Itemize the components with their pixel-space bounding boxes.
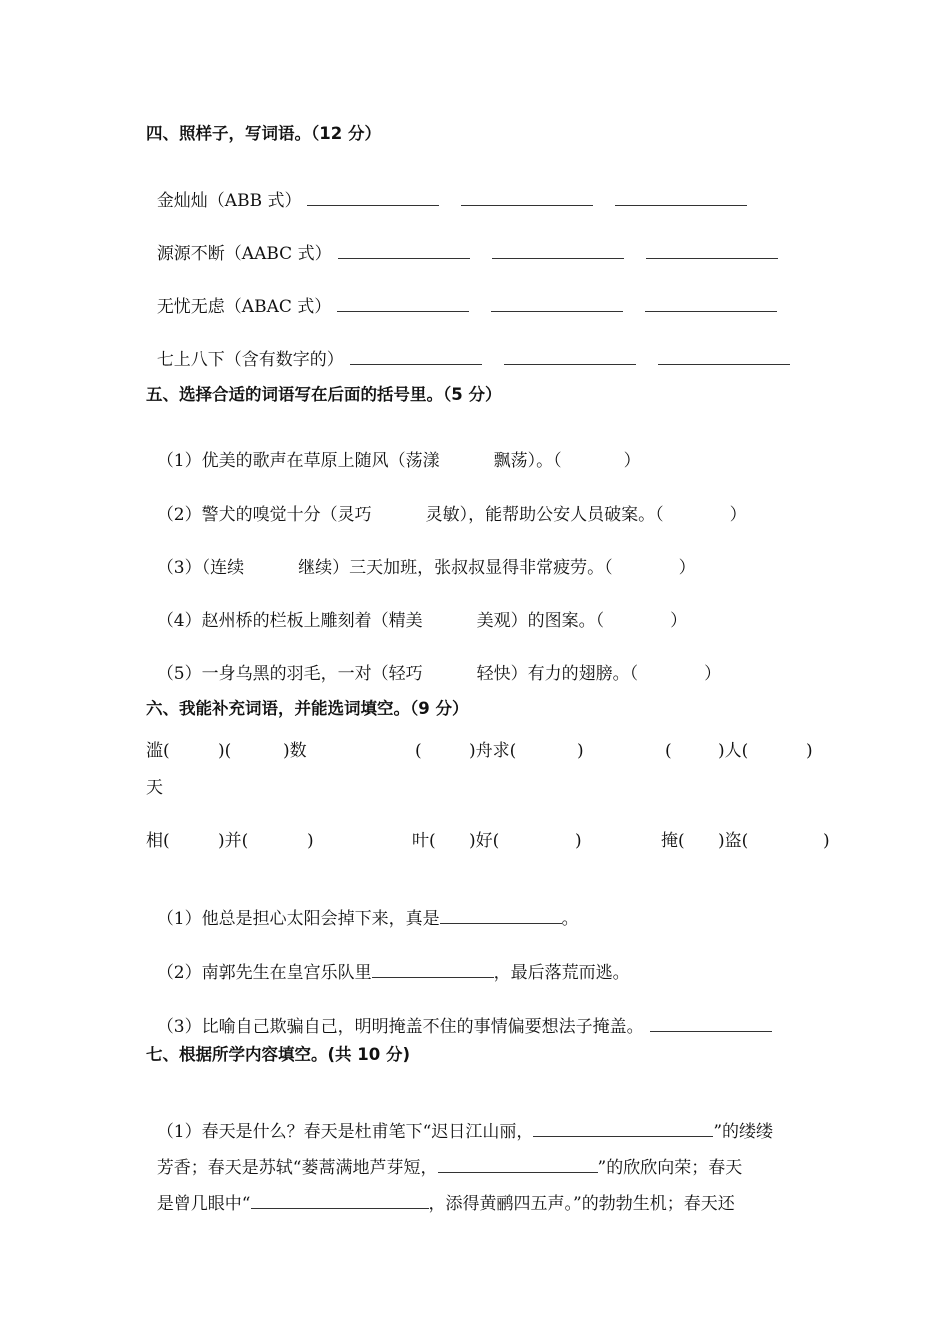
question-text: （1）他总是担心太阳会掉下来，真是 <box>156 909 440 929</box>
s5-item-close: ） <box>670 611 688 631</box>
answer-blank[interactable] <box>372 961 494 978</box>
section-4-heading: 四、照样子，写词语。（12 分） <box>146 124 381 143</box>
idiom-part: )舟求( <box>469 741 517 761</box>
s5-item-text: （5）一身乌黑的羽毛，一对（轻巧 <box>156 664 423 684</box>
question-text: ，添得黄鹂四五声。”的勃勃生机；春天还 <box>428 1194 735 1214</box>
s5-item-close: ） <box>704 664 722 684</box>
question-text: ”的欣欣向荣；春天 <box>597 1158 743 1178</box>
idiom-part: )人( <box>718 741 749 761</box>
answer-blank[interactable] <box>615 189 747 206</box>
idiom-part-wrap: 天 <box>146 778 163 798</box>
s5-item-text: （3）（连续 <box>156 558 245 578</box>
s5-item-text: 轻快）有力的翅膀。（ <box>476 664 639 684</box>
idiom-part: ) <box>823 831 830 851</box>
idiom-part: 滥( <box>146 741 170 761</box>
answer-blank[interactable] <box>440 907 562 924</box>
answer-blank[interactable] <box>645 295 777 312</box>
s4-row-2 <box>146 218 778 266</box>
question-text: （3）比喻自己欺骗自己，明明掩盖不住的事情偏要想法子掩盖。 <box>156 1017 644 1037</box>
idiom-part: 掩( <box>661 831 685 851</box>
answer-blank[interactable] <box>350 348 482 365</box>
s5-item-close: ） <box>729 505 747 525</box>
answer-blank[interactable] <box>646 242 778 259</box>
section-6-heading: 六、我能补充词语，并能选词填空。（9 分） <box>146 699 469 718</box>
s4-row-label: 金灿灿（ABB 式） <box>156 191 302 211</box>
idiom-part: )并( <box>218 831 249 851</box>
s5-item-text: 灵敏），能帮助公安人员破案。（ <box>425 505 664 525</box>
s5-item-4 <box>146 585 687 633</box>
s5-item-text: （1）优美的歌声在草原上随风（荡漾 <box>156 451 440 471</box>
s4-row-1 <box>146 165 747 213</box>
answer-blank[interactable] <box>337 295 469 312</box>
answer-blank[interactable] <box>307 189 439 206</box>
idiom-part: )( <box>218 741 232 761</box>
question-text: （2）南郭先生在皇宫乐队里 <box>156 963 372 983</box>
section-7-heading: 七、根据所学内容填空。(共 10 分) <box>146 1045 411 1064</box>
s5-item-text: （4）赵州桥的栏板上雕刻着（精美 <box>156 611 423 631</box>
idiom-part: ) <box>806 741 813 761</box>
s5-item-close: ） <box>678 558 696 578</box>
s6-question-2 <box>146 937 630 985</box>
s6-question-1 <box>146 883 579 931</box>
s5-item-text: （2）警犬的嗅觉十分（灵巧 <box>156 505 372 525</box>
idiom-part: ) <box>577 741 584 761</box>
s4-row-3 <box>146 271 777 319</box>
idiom-part: 相( <box>146 831 170 851</box>
question-text: 。 <box>561 909 579 929</box>
answer-blank[interactable] <box>658 348 790 365</box>
idiom-part: ) <box>575 831 582 851</box>
question-text: 是曾几眼中“ <box>156 1194 251 1214</box>
s5-item-1 <box>146 425 641 473</box>
question-text: （1）春天是什么？春天是杜甫笔下“迟日江山丽， <box>156 1122 534 1142</box>
s4-row-label: 源源不断（AABC 式） <box>156 244 332 264</box>
s5-item-2 <box>146 479 747 527</box>
s4-row-label: 无忧无虑（ABAC 式） <box>156 297 332 317</box>
idiom-part: ) <box>307 831 314 851</box>
s5-item-text: 飘荡）。（ <box>493 451 562 471</box>
answer-blank[interactable] <box>251 1192 429 1209</box>
s6-question-3 <box>146 991 772 1039</box>
idiom-part: )好( <box>469 831 500 851</box>
s4-row-4 <box>146 324 790 372</box>
s5-item-close: ） <box>623 451 641 471</box>
answer-blank[interactable] <box>492 242 624 259</box>
s5-item-text: 继续）三天加班，张叔叔显得非常疲劳。（ <box>298 558 613 578</box>
question-text: ，最后落荒而逃。 <box>493 963 630 983</box>
answer-blank[interactable] <box>504 348 636 365</box>
s5-item-5 <box>146 638 721 686</box>
idiom-part: 叶( <box>412 831 436 851</box>
idiom-part: ( <box>665 741 672 761</box>
idiom-part: )盗( <box>718 831 749 851</box>
section-5-heading: 五、选择合适的词语写在后面的括号里。（5 分） <box>146 385 502 404</box>
question-text: 芳香；春天是苏轼“蒌蒿满地芦芽短， <box>156 1158 438 1178</box>
s5-item-text: 美观）的图案。（ <box>476 611 605 631</box>
answer-blank[interactable] <box>461 189 593 206</box>
idiom-part: ( <box>415 741 422 761</box>
s5-item-3 <box>146 532 696 580</box>
idiom-part: )数 <box>283 741 307 761</box>
answer-blank[interactable] <box>650 1015 772 1032</box>
s7-line-3 <box>146 1168 735 1216</box>
s4-row-label: 七上八下（含有数字的） <box>156 350 344 370</box>
question-text: ”的缕缕 <box>713 1122 774 1142</box>
answer-blank[interactable] <box>491 295 623 312</box>
answer-blank[interactable] <box>338 242 470 259</box>
